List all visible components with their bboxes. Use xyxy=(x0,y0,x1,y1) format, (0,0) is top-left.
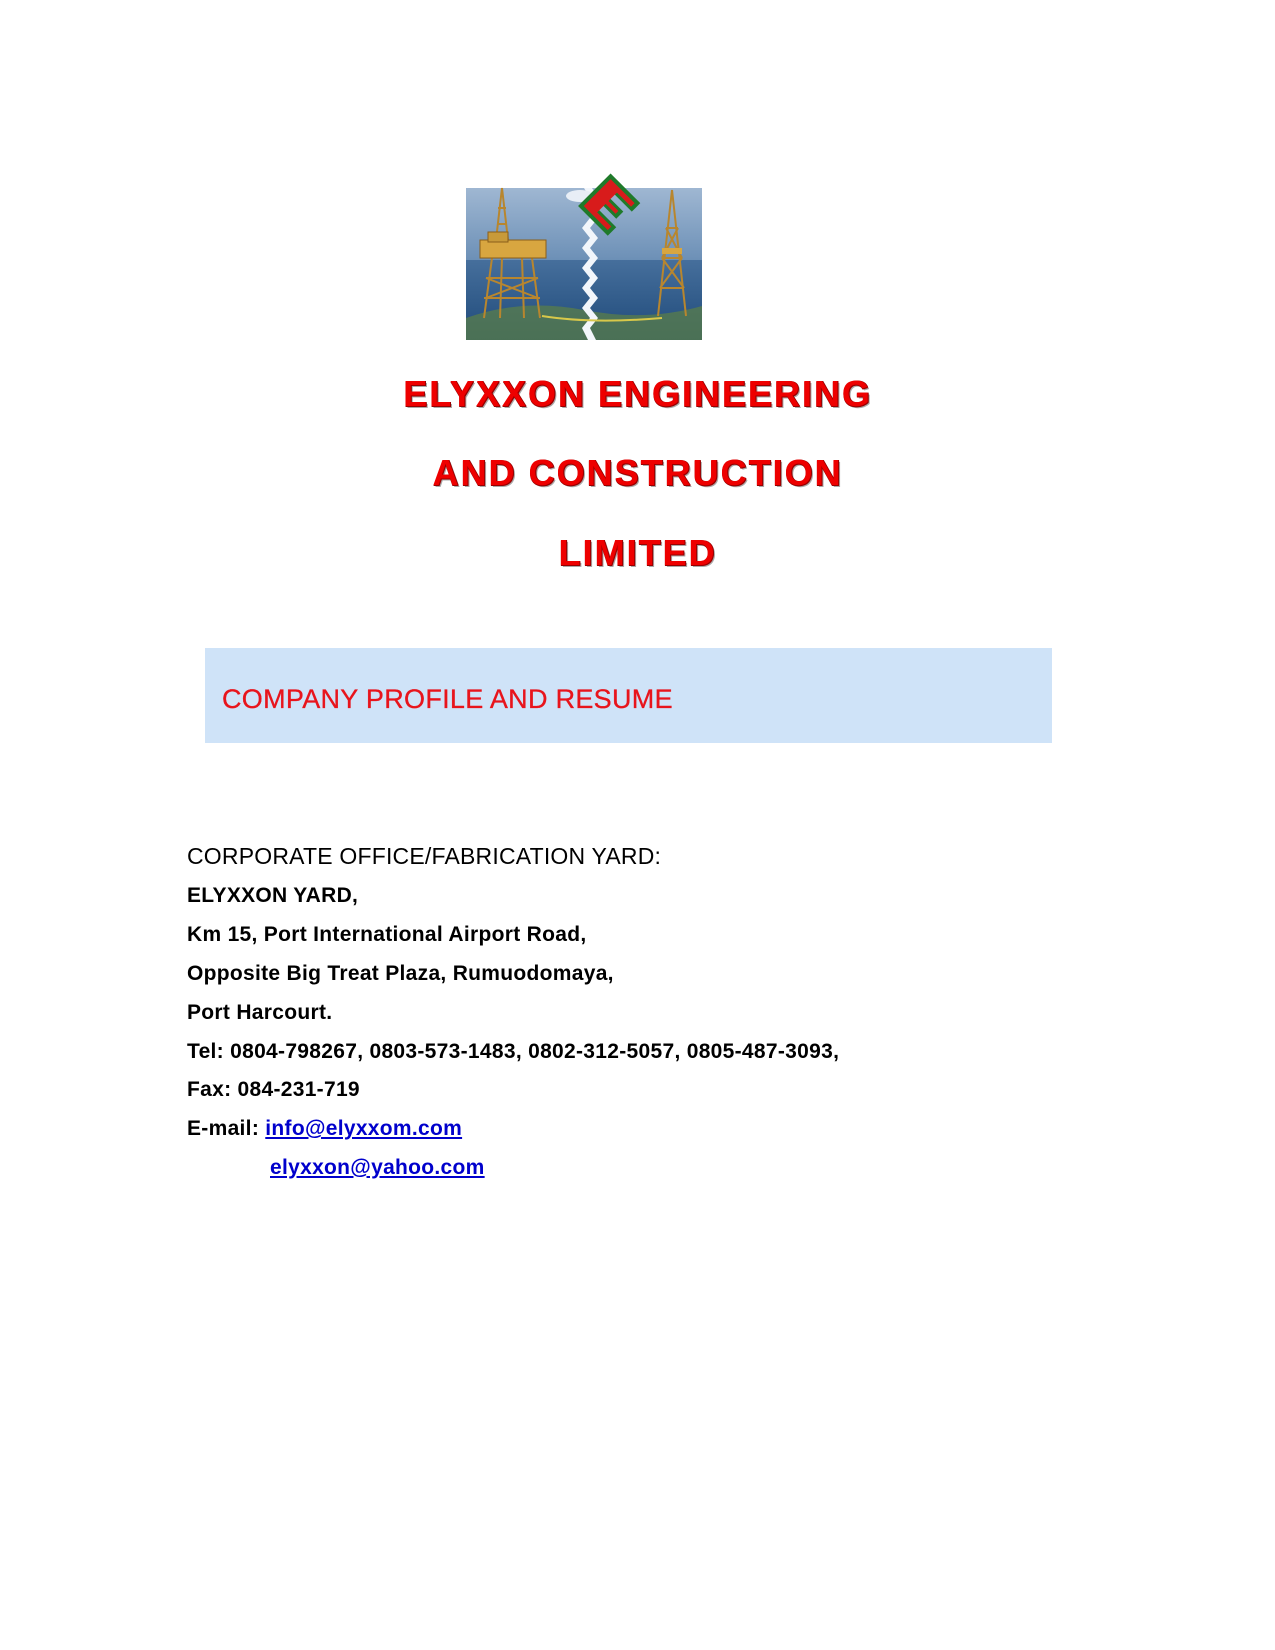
address-heading: CORPORATE OFFICE/FABRICATION YARD: xyxy=(187,843,662,869)
fax-line: Fax: 084-231-719 xyxy=(187,1078,360,1101)
oil-rig-logo-icon xyxy=(462,168,706,340)
company-name-line-2: AND CONSTRUCTION xyxy=(432,452,843,493)
email-link-info[interactable]: info@elyxxom.com xyxy=(265,1117,463,1140)
company-name-line-3: LIMITED xyxy=(558,532,717,573)
email-link-yahoo[interactable]: elyxxon@yahoo.com xyxy=(270,1156,485,1179)
phone-line: Tel: 0804-798267, 0803-573-1483, 0802-312-5057, 0805-487-3093, xyxy=(187,1040,840,1063)
address-line: Port Harcourt. xyxy=(187,1001,333,1024)
address-line: Opposite Big Treat Plaza, Rumuodomaya, xyxy=(187,962,614,985)
address-line: Km 15, Port International Airport Road, xyxy=(187,923,587,946)
email-row-secondary xyxy=(270,1156,485,1180)
profile-banner xyxy=(205,648,1052,743)
email-row xyxy=(187,1117,462,1141)
banner-title: COMPANY PROFILE AND RESUME xyxy=(222,684,673,714)
email-label: E-mail: xyxy=(187,1117,260,1140)
address-line: ELYXXON YARD, xyxy=(187,884,359,907)
company-name-line-1: ELYXXON ENGINEERING xyxy=(403,373,872,414)
